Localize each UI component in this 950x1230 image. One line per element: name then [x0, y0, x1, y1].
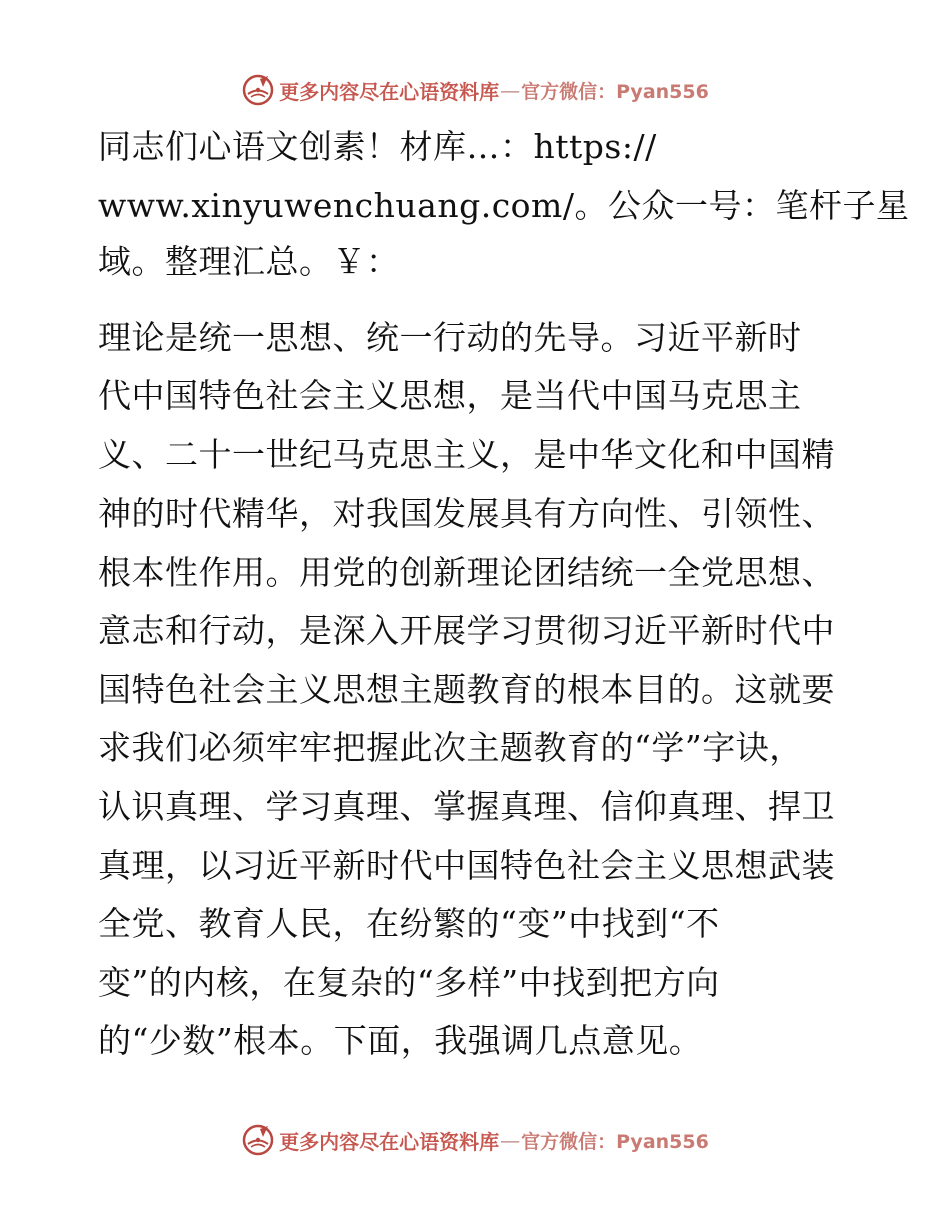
- header-banner: [0, 70, 950, 110]
- body-line: 的“少数”根本。下面，我强调几点意见。: [98, 1021, 703, 1060]
- body-line: 意志和行动，是深入开展学习贯彻习近平新时代中: [98, 611, 835, 650]
- banner-separator: —: [500, 78, 521, 102]
- body-line: 根本性作用。用党的创新理论团结统一全党思想、: [98, 553, 835, 592]
- banner-main-text: 更多内容尽在心语资料库: [279, 79, 500, 104]
- banner-contact-text: 官方微信：Pyan556: [521, 80, 709, 103]
- book-pen-logo-icon: [241, 73, 275, 107]
- intro-line: www.xinyuwenchuang.com/。公众一号：笔杆子星: [98, 186, 910, 225]
- book-pen-logo-icon: [241, 1123, 275, 1157]
- intro-line: 同志们心语文创素！材库…：https://: [98, 127, 657, 166]
- intro-line: 域。整理汇总。￥：: [98, 242, 400, 281]
- body-line: 理论是统一思想、统一行动的先导。习近平新时: [98, 318, 802, 357]
- banner-separator: —: [500, 1128, 521, 1152]
- body-line: 代中国特色社会主义思想，是当代中国马克思主: [98, 376, 802, 415]
- body-line: 认识真理、学习真理、掌握真理、信仰真理、捍卫: [98, 787, 835, 826]
- body-line: 国特色社会主义思想主题教育的根本目的。这就要: [98, 670, 835, 709]
- footer-banner: [0, 1120, 950, 1160]
- body-line: 变”的内核，在复杂的“多样”中找到把方向: [98, 963, 720, 1002]
- banner-contact-text: 官方微信：Pyan556: [521, 1130, 709, 1153]
- body-line: 真理，以习近平新时代中国特色社会主义思想武装: [98, 846, 835, 885]
- body-line: 求我们必须牢牢把握此次主题教育的“学”字诀，: [98, 728, 803, 767]
- banner-main-text: 更多内容尽在心语资料库: [279, 1129, 500, 1154]
- body-line: 神的时代精华，对我国发展具有方向性、引领性、: [98, 494, 835, 533]
- body-line: 义、二十一世纪马克思主义，是中华文化和中国精: [98, 435, 835, 474]
- body-line: 全党、教育人民，在纷繁的“变”中找到“不: [98, 904, 720, 943]
